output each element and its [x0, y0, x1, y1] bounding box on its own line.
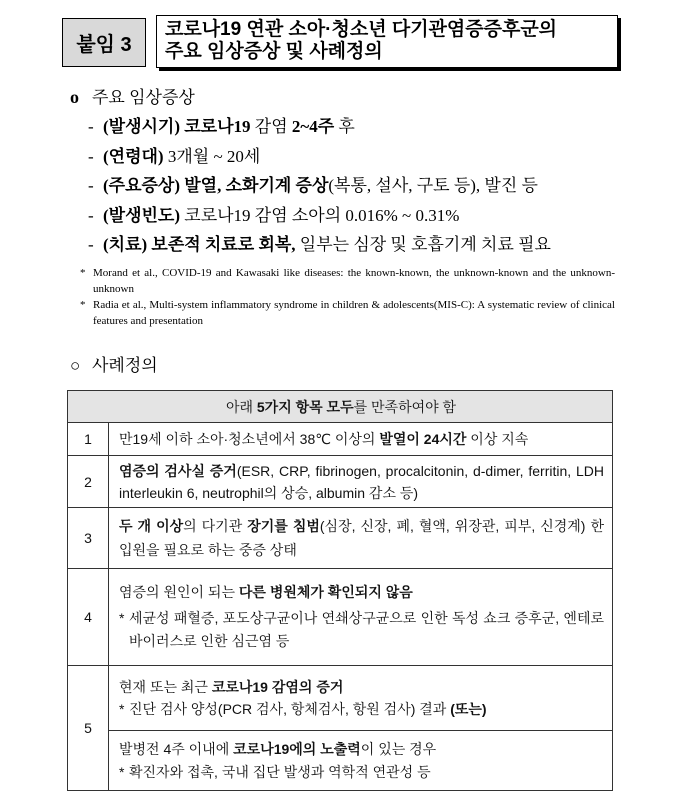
symptom-item-frequency	[88, 201, 551, 231]
header-text: 를 만족하여야 함	[353, 398, 457, 415]
criterion-note	[119, 607, 604, 653]
attachment-label	[62, 18, 146, 67]
reference-note	[80, 265, 615, 297]
symptom-text: 3개월 ~ 20세	[163, 146, 261, 166]
criterion-note	[119, 761, 604, 784]
reference-marker: *	[80, 267, 86, 279]
criterion-text: 의 다기관	[183, 518, 248, 534]
criterion-text: (ESR, CRP, fibrinogen, procalcitonin, d-dimer, ferritin, LDH interleukin 6, neutrophil의 상승, albumin 감소 등)	[119, 462, 604, 501]
document-title-line-2: 주요 임상증상 및 사례정의	[165, 41, 383, 62]
document-title-line-1: 코로나19 연관 소아·청소년 다기관염증증후군의	[165, 19, 558, 40]
criterion-line	[119, 581, 604, 603]
reference-marker: *	[80, 299, 86, 311]
note-text: 진단 검사 양성(PCR 검사, 항체검사, 항원 검사) 결과	[129, 701, 451, 717]
symptoms-heading	[70, 86, 195, 109]
criterion-note	[119, 698, 604, 720]
note-text: 세균성 패혈증, 포도상구균이나 연쇄상구균으로 인한 독성 쇼크 증후군, 엔테로바이러스로 인한 심근염 등	[129, 610, 604, 649]
criterion-text: 만19세 이하 소아·청소년에서 38℃ 이상의	[119, 431, 380, 447]
symptom-text-bold: (발생빈도)	[103, 205, 181, 225]
symptom-item-onset	[88, 112, 551, 142]
symptom-item-main-symptoms	[88, 171, 551, 201]
criterion-number: 2	[68, 456, 109, 508]
symptom-text-bold: (발생시기) 코로나19	[103, 117, 251, 136]
symptom-text: 감염	[250, 117, 292, 136]
header-text-bold: 5가지 항목 모두	[256, 398, 354, 415]
symptom-text-bold: (연령대)	[103, 146, 164, 166]
criterion-text-cell	[109, 423, 613, 456]
section-bullet: ○	[70, 356, 81, 375]
criterion-number: 3	[68, 508, 109, 569]
criterion-number: 5	[68, 666, 109, 791]
criterion-text: 이상 지속	[466, 431, 529, 447]
document-title-box	[156, 15, 618, 68]
criterion-text: 발병전 4주 이내에	[119, 740, 234, 757]
table-row	[68, 569, 613, 666]
section-bullet: o	[70, 87, 79, 107]
note-marker: *	[119, 701, 125, 717]
criterion-text-cell	[109, 731, 613, 791]
list-dash: -	[88, 205, 94, 225]
case-definition-table	[67, 390, 613, 791]
table-row	[68, 508, 613, 569]
reference-text: Radia et al., Multi-system inflammatory syndrome in children & adolescents(MIS-C): A systematic review of clinical features and presentation	[93, 299, 615, 327]
symptom-list	[88, 112, 551, 260]
criterion-number: 1	[68, 423, 109, 456]
criterion-text-bold: 염증의 검사실 증거	[119, 462, 237, 479]
symptom-text-bold: (주요증상) 발열, 소화기계 증상	[103, 176, 329, 195]
criterion-text: (심장, 신장, 폐, 혈액, 위장관, 피부, 신경계) 한 입원을 필요로 하는 중증 상태	[119, 518, 604, 558]
reference-text: Morand et al., COVID-19 and Kawasaki like diseases: the known-known, the unknown-known and the unknown-unknown	[93, 267, 615, 295]
criterion-text-bold: 장기를 침범	[247, 518, 320, 534]
list-dash: -	[88, 117, 94, 136]
criterion-text-cell	[109, 508, 613, 569]
symptom-item-treatment	[88, 230, 551, 260]
criterion-text-bold: 다른 병원체가 확인되지 않음	[238, 584, 413, 600]
reference-note	[80, 297, 615, 329]
criterion-number: 4	[68, 569, 109, 666]
table-row	[68, 731, 613, 791]
criterion-text-cell	[109, 569, 613, 666]
criterion-text-bold: 코로나19에의 노출력	[233, 740, 361, 757]
criterion-text: 이 있는 경우	[360, 740, 437, 757]
note-text-bold: (또는)	[450, 701, 487, 717]
list-dash: -	[88, 146, 94, 166]
table-header-cell	[68, 391, 613, 423]
criterion-line	[119, 738, 604, 761]
note-marker: *	[119, 763, 125, 780]
criterion-text-bold: 코로나19 감염의 증거	[211, 679, 344, 695]
note-marker: *	[119, 610, 125, 626]
list-dash: -	[88, 235, 94, 254]
case-definition-heading	[70, 355, 158, 377]
symptom-text: 후	[334, 117, 355, 136]
list-dash: -	[88, 176, 94, 195]
symptom-text: (복통, 설사, 구토 등), 발진 등	[328, 176, 538, 195]
note-text: 확진자와 접촉, 국내 집단 발생과 역학적 연관성 등	[129, 763, 431, 780]
attachment-label-text: 붙임 3	[76, 34, 132, 56]
criterion-text-bold: 발열이 24시간	[379, 431, 467, 447]
criterion-text: 염증의 원인이 되는	[119, 584, 239, 600]
table-row	[68, 423, 613, 456]
reference-notes	[80, 265, 615, 329]
criterion-text-bold: 두 개 이상	[119, 518, 184, 534]
criterion-line	[119, 676, 604, 698]
symptom-item-age	[88, 142, 551, 172]
symptom-text-bold: 2~4주	[291, 117, 335, 136]
symptom-text: 일부는 심장 및 호흡기계 치료 필요	[295, 235, 551, 254]
criterion-text: 현재 또는 최근	[119, 679, 212, 695]
header-text: 아래	[225, 398, 257, 415]
table-row	[68, 456, 613, 508]
symptom-text: 코로나19 감염 소아의 0.016% ~ 0.31%	[180, 205, 460, 225]
table-header-row	[68, 391, 613, 423]
symptom-text-bold: (치료) 보존적 치료로 회복,	[103, 235, 296, 254]
criterion-text-cell	[109, 456, 613, 508]
criterion-text-cell	[109, 666, 613, 731]
symptoms-heading-text: 주요 임상증상	[92, 88, 195, 107]
case-definition-heading-text: 사례정의	[92, 356, 158, 375]
table-row	[68, 666, 613, 731]
